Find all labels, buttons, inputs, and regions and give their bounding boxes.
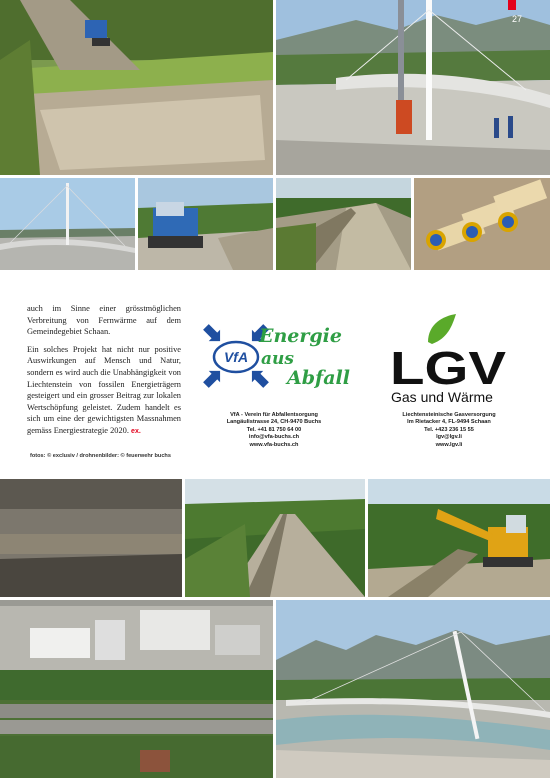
photo-aerial-industrial [0, 600, 273, 778]
lgv-address [387, 412, 511, 449]
page-number: 27 [511, 14, 522, 24]
article-paragraph-1: auch im Sinne einer grösstmöglichen Verbreitung von Fernwärme auf dem Gemeindegebiet Schaan. [27, 304, 181, 337]
lgv-logo-text: LGV [390, 342, 507, 394]
lgv-tagline: Gas und Wärme [391, 389, 493, 405]
vfa-address-line: www.vfa-buchs.ch [249, 441, 299, 448]
vfa-logo-line-1: Energie [259, 325, 342, 347]
vfa-address [212, 412, 336, 449]
lgv-address-line: lgv@lgv.li [436, 434, 462, 441]
photo-pipe-ends [414, 178, 550, 270]
photo-bridge-side [0, 178, 135, 270]
leaf-icon [428, 314, 456, 344]
photo-bridge-river [276, 600, 550, 778]
vfa-logo-line-2: aus [261, 349, 294, 369]
vfa-address-line: VfA - Verein für Abfallentsorgung [230, 412, 318, 418]
vfa-address-line: Langäulistrasse 24, CH-9470 Buchs [226, 419, 322, 426]
article-paragraph-2 [27, 344, 181, 438]
vfa-address-line: Tel. +41 81 750 64 00 [246, 426, 302, 433]
lgv-address-line: www.lgv.li [435, 441, 463, 448]
article-text [27, 303, 181, 444]
vfa-address-line: info@vfa-buchs.ch [248, 434, 300, 441]
photo-bridge-crane [276, 0, 550, 175]
lgv-address-line: Liechtensteinische Gasversorgung [402, 412, 496, 418]
photo-excavation-trench [0, 0, 273, 175]
lgv-address-line: Im Rietacker 4, FL-9494 Schaan [407, 419, 491, 426]
vfa-badge: VfA [223, 349, 249, 365]
photo-credit: fotos: © exclusiv / drohnenbilder: © feuerwehr buchs [30, 453, 171, 459]
photo-trench-forest [276, 178, 411, 270]
lgv-logo [388, 312, 510, 406]
photo-road-trench [185, 479, 365, 597]
photo-yellow-excavator [368, 479, 550, 597]
vfa-logo [199, 322, 351, 392]
photo-trench-wall [0, 479, 182, 597]
vfa-logo-line-3: Abfall [287, 367, 350, 389]
article-paragraph-2-text: Ein solches Projekt hat nicht nur positive Auswirkungen auf Mensch und Natur, sondern es wird auch die Unabhängigkeit von Liechtenstein von fossilen Energieträgern gesteigert und ein grosser Beitrag zur lokalen Wertschöpfung geleistet. Zudem handelt es sich um eine der gewichtigsten Massnahmen gemäss Energiestrategie 2020. [27, 344, 181, 435]
photo-excavator-road [138, 178, 273, 270]
lgv-address-line: Tel. +423 236 15 55 [424, 426, 474, 433]
page-marker [508, 0, 516, 10]
article-end-mark: ex. [131, 427, 141, 435]
